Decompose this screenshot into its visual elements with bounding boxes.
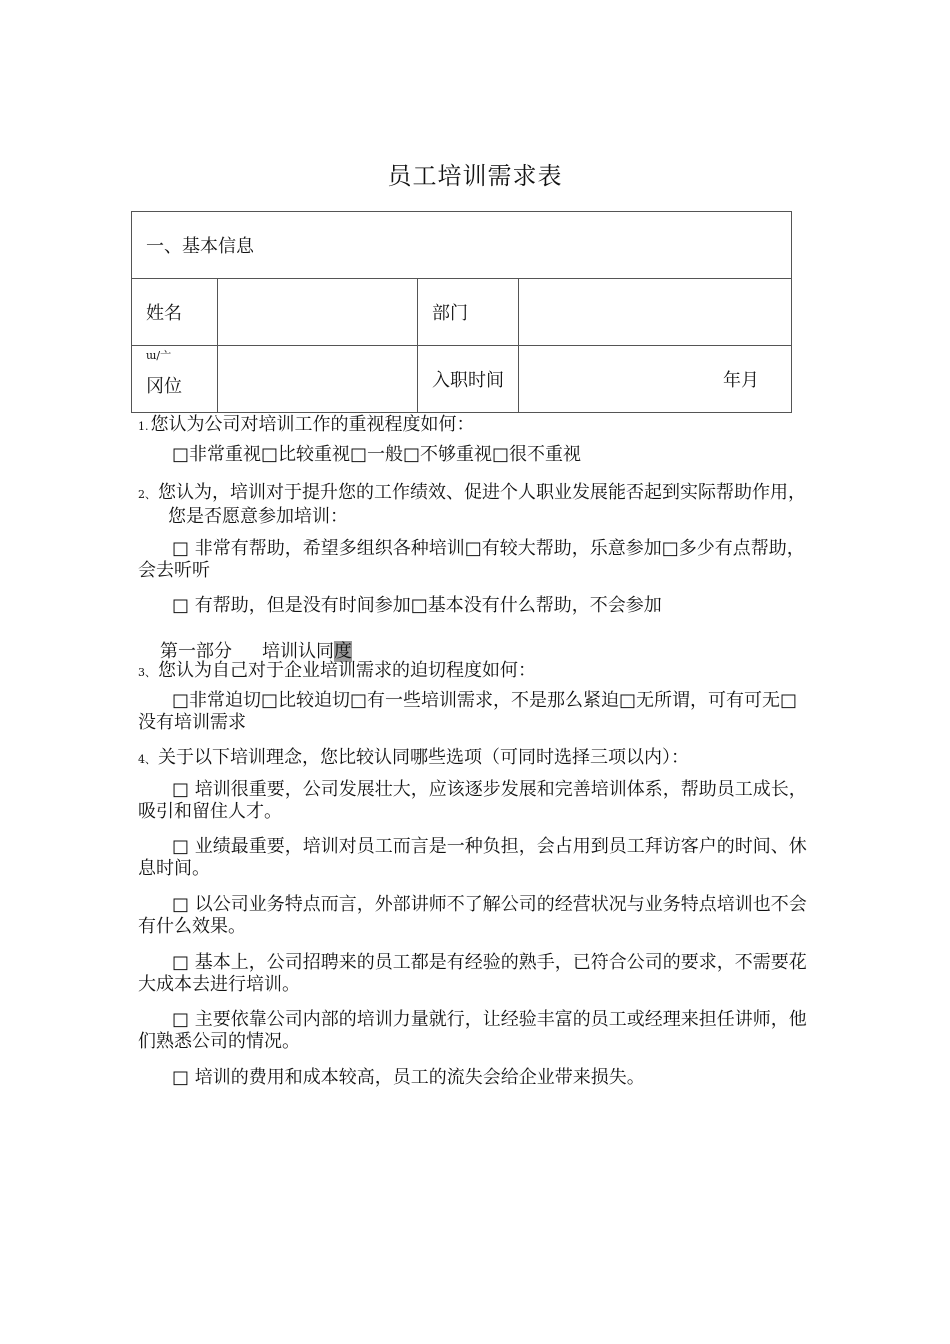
question-4 — [138, 747, 808, 771]
question-1-text: 您认为公司对培训工作的重视程度如何： — [150, 414, 475, 435]
section-part: 第一部分 — [160, 641, 232, 662]
post-field[interactable] — [218, 346, 418, 413]
hire-date-label: 入职时间 — [418, 346, 519, 413]
question-4-option-3[interactable]: □ 以公司业务特点而言，外部讲师不了解公司的经营状况与业务特点培训也不会有什么效果。 — [138, 894, 807, 937]
question-4-option-6[interactable]: □ 培训的费用和成本较高，员工的流失会给企业带来损失。 — [172, 1067, 645, 1088]
dept-label: 部门 — [418, 279, 519, 346]
question-2 — [138, 482, 808, 528]
question-4-number: 4、 — [138, 753, 156, 766]
hire-date-field[interactable]: 年月 — [519, 346, 792, 413]
question-3-number: 3、 — [138, 666, 156, 679]
post-label: 冈位 — [146, 376, 182, 397]
question-1-options[interactable]: □非常重视□比较重视□一般□不够重视□很不重视 — [172, 444, 582, 465]
question-2-option-b[interactable]: □ 有帮助，但是没有时间参加□基本没有什么帮助，不会参加 — [172, 595, 662, 616]
basic-info-table — [131, 211, 792, 413]
question-2-text: 您认为，培训对于提升您的工作绩效、促进个人职业发展能否起到实际帮助作用，您是否愿意参加培训： — [158, 482, 806, 527]
section-title: 培训认同 — [262, 641, 334, 662]
question-1 — [138, 414, 808, 438]
question-2-option-a[interactable]: □ 非常有帮助，希望多组织各种培训□有较大帮助，乐意参加□多少有点帮助，会去听听 — [138, 538, 805, 581]
question-1-number: 1. — [138, 420, 149, 433]
question-4-option-4[interactable]: □ 基本上，公司招聘来的员工都是有经验的熟手，已符合公司的要求，不需要花大成本去进行培训。 — [138, 952, 807, 995]
dept-field[interactable] — [519, 279, 792, 346]
question-3-options[interactable]: □非常迫切□比较迫切□有一些培训需求，不是那么紧迫□无所谓，可有可无□没有培训需求 — [138, 690, 798, 733]
page-title: 员工培训需求表 — [387, 162, 563, 190]
question-4-option-2[interactable]: □ 业绩最重要，培训对员工而言是一种负担，会占用到员工拜访客户的时间、休息时间。 — [138, 836, 807, 879]
question-4-text: 关于以下培训理念，您比较认同哪些选项（可同时选择三项以内）： — [158, 747, 689, 768]
basic-info-header: 一、基本信息 — [132, 212, 792, 279]
name-field[interactable] — [218, 279, 418, 346]
section-title-highlight: 度 — [334, 641, 352, 662]
question-3 — [138, 660, 808, 684]
question-4-option-5[interactable]: □ 主要依靠公司内部的培训力量就行，让经验丰富的员工或经理来担任讲师，他们熟悉公司的情况。 — [138, 1009, 807, 1052]
question-2-number: 2、 — [138, 488, 156, 501]
question-3-text: 您认为自己对于企业培训需求的迫切程度如何： — [158, 660, 536, 681]
post-label-cell — [132, 346, 218, 413]
name-label: 姓名 — [132, 279, 218, 346]
question-4-option-1[interactable]: □ 培训很重要，公司发展壮大，应该逐步发展和完善培训体系，帮助员工成长，吸引和留住人才。 — [138, 779, 807, 822]
post-label-fragment: ɯ/亠 — [146, 349, 172, 362]
